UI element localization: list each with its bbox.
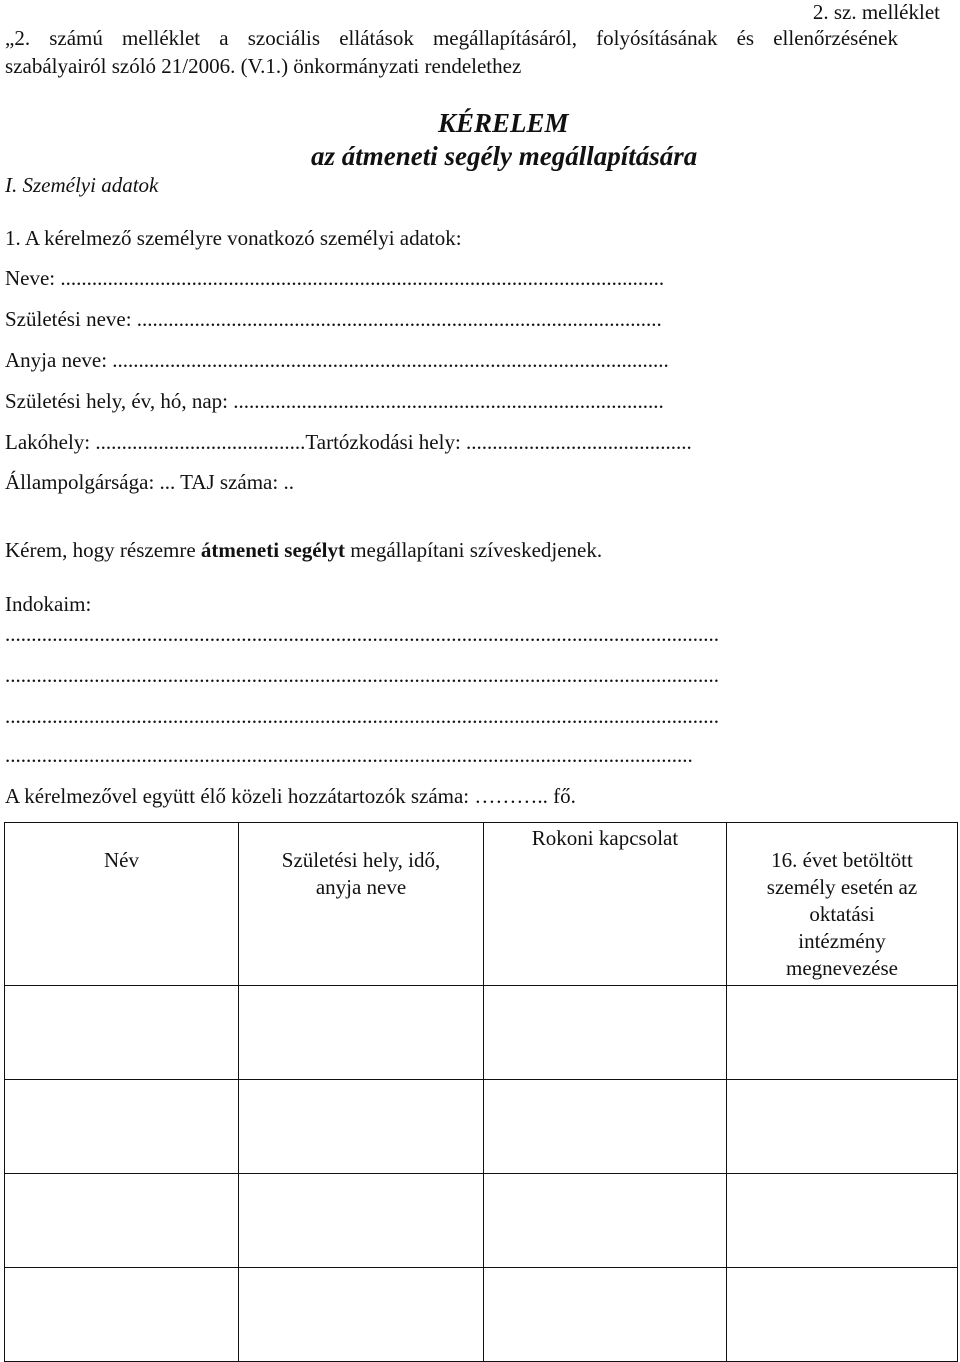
table-cell[interactable]	[727, 1080, 958, 1174]
column-header-birth	[239, 823, 484, 986]
table-cell[interactable]	[484, 986, 727, 1080]
table-cell[interactable]	[484, 1174, 727, 1268]
header-school-text: 16. évet betöltött személy esetén az oktatási intézmény megnevezése	[766, 848, 918, 980]
personal-data-heading: 1. A kérelmező személyre vonatkozó személyi adatok:	[5, 226, 462, 250]
reasons-line[interactable]: ........................................................................................................................................	[5, 704, 719, 728]
table-cell[interactable]	[484, 1080, 727, 1174]
table-cell[interactable]	[239, 1268, 484, 1362]
household-count-line[interactable]: A kérelmezővel együtt élő közeli hozzátartozók száma: ……….. fő.	[5, 784, 576, 808]
table-cell[interactable]	[5, 986, 239, 1080]
table-row	[5, 1080, 958, 1174]
reasons-line[interactable]: ...................................................................................................................................	[5, 743, 693, 767]
request-pre: Kérem, hogy részemre	[5, 538, 201, 562]
request-post: megállapítani szíveskedjenek.	[344, 538, 603, 562]
regulation-header-line-1: „2. számú melléklet a szociális ellátások megállapításáról, folyósításának és ellenőrzésének	[5, 26, 898, 50]
column-header-school	[727, 823, 958, 986]
table-cell[interactable]	[239, 986, 484, 1080]
header-name-text: Név	[104, 848, 139, 872]
request-sentence	[5, 538, 602, 563]
reasons-line[interactable]: ........................................................................................................................................	[5, 622, 719, 646]
table-cell[interactable]	[727, 986, 958, 1080]
table-cell[interactable]	[239, 1080, 484, 1174]
table-cell[interactable]	[727, 1174, 958, 1268]
form-title: KÉRELEM	[438, 108, 569, 138]
household-members-table	[4, 822, 958, 1362]
field-residence[interactable]: Lakóhely: ........................................Tartózkodási hely: ...........................................	[5, 430, 692, 454]
table-cell[interactable]	[239, 1174, 484, 1268]
field-birth-place-date[interactable]: Születési hely, év, hó, nap: ..................................................................................	[5, 389, 664, 413]
table-cell[interactable]	[5, 1174, 239, 1268]
header-birth-text: Születési hely, idő, anyja neve	[281, 848, 441, 899]
table-header-row	[5, 823, 958, 986]
regulation-header-line-2: szabályairól szóló 21/2006. (V.1.) önkormányzati rendelethez	[5, 54, 522, 78]
table-cell[interactable]	[727, 1268, 958, 1362]
table-cell[interactable]	[484, 1268, 727, 1362]
table-cell[interactable]	[5, 1080, 239, 1174]
reasons-line[interactable]: ........................................................................................................................................	[5, 663, 719, 687]
table-cell[interactable]	[5, 1268, 239, 1362]
column-header-name	[5, 823, 239, 986]
section-heading: I. Személyi adatok	[5, 173, 159, 197]
header-relation-text: Rokoni kapcsolat	[531, 826, 679, 850]
table-row	[5, 986, 958, 1080]
field-birth-name[interactable]: Születési neve: ....................................................................................................	[5, 307, 662, 331]
table-row	[5, 1268, 958, 1362]
field-name[interactable]: Neve: ...................................................................................................................	[5, 266, 665, 290]
column-header-relation	[484, 823, 727, 986]
request-bold: átmeneti segélyt	[200, 538, 345, 562]
annex-label: 2. sz. melléklet	[812, 0, 940, 24]
form-subtitle: az átmeneti segély megállapítására	[311, 141, 698, 171]
table-row	[5, 1174, 958, 1268]
reasons-label: Indokaim:	[5, 592, 92, 616]
field-citizenship-taj[interactable]: Állampolgársága: ... TAJ száma: ..	[5, 470, 294, 494]
field-mother-name[interactable]: Anyja neve: ..........................................................................................................	[5, 348, 669, 372]
